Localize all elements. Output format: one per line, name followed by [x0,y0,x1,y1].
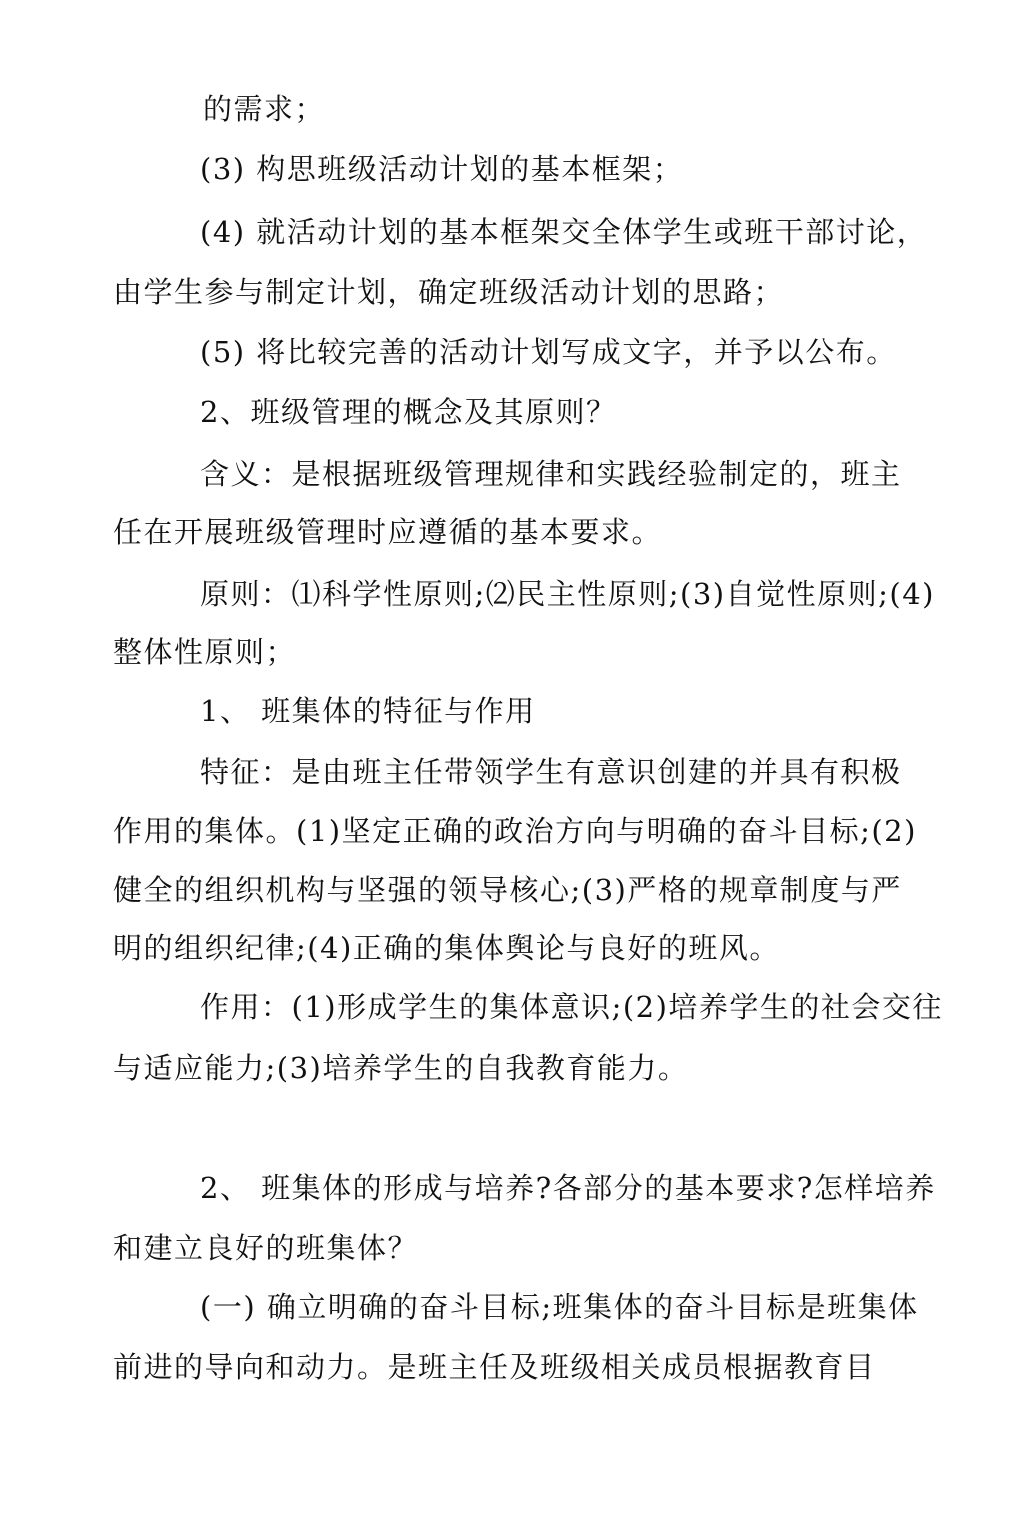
text-line: 前进的导向和动力。是班主任及班级相关成员根据教育目 [113,1350,876,1384]
text-line: 明的组织纪律;(4)正确的集体舆论与良好的班风。 [113,931,780,965]
text-line: 1、 班集体的特征与作用 [200,694,536,728]
text-line: 作用：(1)形成学生的集体意识;(2)培养学生的社会交往 [200,990,943,1024]
text-line: 由学生参与制定计划，确定班级活动计划的思路； [113,275,785,309]
text-line: 与适应能力;(3)培养学生的自我教育能力。 [113,1051,689,1085]
text-line: 2、班级管理的概念及其原则？ [200,395,617,429]
text-line: 和建立良好的班集体？ [113,1231,419,1265]
text-line: 原则：⑴科学性原则;⑵民主性原则;(3)自觉性原则;(4) [200,577,935,611]
text-line: 健全的组织机构与坚强的领导核心;(3)严格的规章制度与严 [113,873,902,907]
text-line: 的需求； [203,92,326,126]
text-line: (3) 构思班级活动计划的基本框架； [200,152,684,186]
text-line: 整体性原则； [113,635,297,669]
text-line: 2、 班集体的形成与培养?各部分的基本要求?怎样培养 [200,1171,936,1205]
text-line: (4) 就活动计划的基本框架交全体学生或班干部讨论， [200,215,928,249]
text-line: 任在开展班级管理时应遵循的基本要求。 [113,515,663,549]
text-line: 特征：是由班主任带领学生有意识创建的并具有积极 [200,755,902,789]
text-line: (5) 将比较完善的活动计划写成文字，并予以公布。 [200,335,897,369]
text-line: 含义：是根据班级管理规律和实践经验制定的，班主 [200,457,902,491]
text-line: (一) 确立明确的奋斗目标;班集体的奋斗目标是班集体 [200,1290,919,1324]
text-line: 作用的集体。(1)坚定正确的政治方向与明确的奋斗目标;(2) [113,814,917,848]
